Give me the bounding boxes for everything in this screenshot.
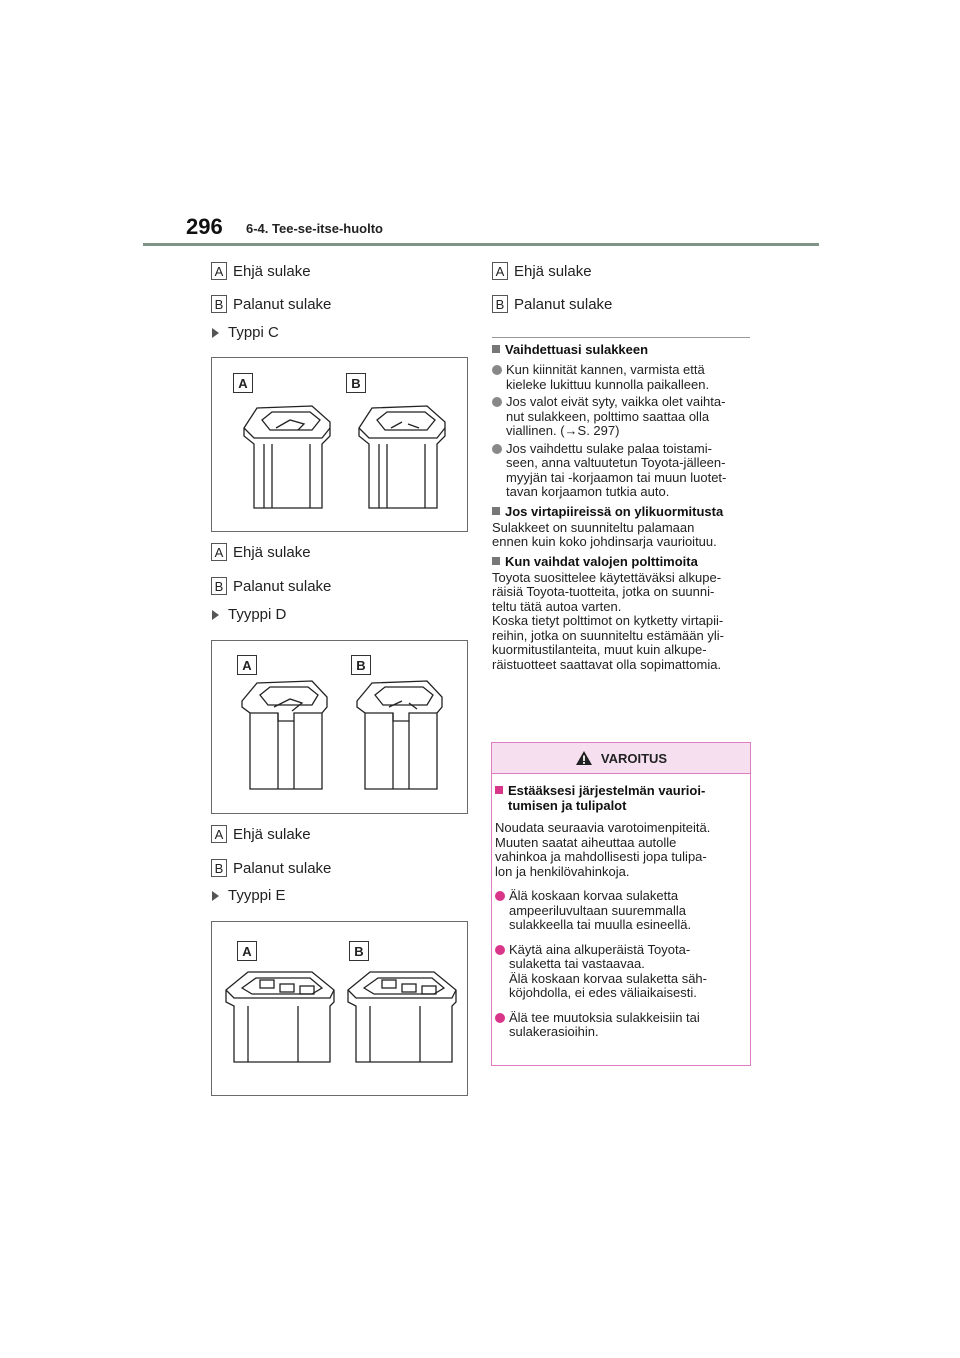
warning-title: VAROITUS [600, 750, 668, 766]
dot-bullet-icon [495, 945, 505, 955]
square-bullet-icon [495, 786, 503, 794]
warning-heading-text: Estääksesi järjestelmän vaurioi- tumisen ja tulipalot [508, 783, 706, 813]
dot-bullet-icon [495, 891, 505, 901]
badge-a: A [492, 262, 508, 280]
badge-b: B [211, 859, 227, 877]
triangle-bullet-icon [212, 891, 219, 901]
badge-b: B [492, 295, 508, 313]
label-text: Palanut sulake [514, 295, 613, 313]
triangle-bullet-icon [212, 610, 219, 620]
section-title: Kun vaihdat valojen polttimoita [505, 553, 698, 569]
square-bullet-icon [492, 557, 500, 565]
section-after-replacing [492, 342, 750, 672]
list-item [495, 1011, 745, 1040]
section-heading [492, 342, 750, 357]
warning-heading [495, 783, 745, 813]
badge-b: B [211, 577, 227, 595]
label-a-good-fuse [492, 262, 592, 280]
label-text: Palanut sulake [233, 577, 332, 595]
header-rule [143, 243, 819, 246]
dot-bullet-icon [492, 444, 502, 454]
section-divider [492, 337, 750, 338]
section-title: Jos virtapiireissä on ylikuormitusta [505, 503, 724, 519]
label-b-blown-fuse [211, 295, 331, 313]
label-text: Ehjä sulake [514, 262, 592, 280]
warning-triangle-icon [575, 750, 593, 766]
bullet-text: Älä tee muutoksia sulakkeisiin tai sulakerasioihin. [509, 1009, 700, 1039]
figure-fuse-type-d [211, 640, 468, 814]
badge-a: A [211, 543, 227, 561]
square-bullet-icon [492, 345, 500, 353]
badge-b: B [211, 295, 227, 313]
badge-a: A [211, 262, 227, 280]
list-item [492, 363, 750, 392]
fuse-c-illustration [212, 358, 467, 531]
list-item [492, 395, 750, 439]
square-bullet-icon [492, 507, 500, 515]
section-heading [492, 504, 750, 519]
label-a-good-fuse [211, 543, 311, 561]
dot-bullet-icon [492, 365, 502, 375]
fuse-d-illustration [212, 641, 467, 813]
label-a-good-fuse [211, 262, 311, 280]
type-heading-c [212, 324, 279, 341]
type-heading-e [212, 887, 286, 904]
section-body: Toyota suosittelee käytettäväksi alkupe- räisiä Toyota-tuotteita, jotka on suunni- teltu tätä autoa varten. Koska tietyt polttimot on kytketty virtapii- reihin, jotka on suunniteltu estämään yli- kuormitustilanteita, muut kuin alkupe- räistuotteet saattavat olla sopimattomia. [492, 569, 724, 672]
label-text: Ehjä sulake [233, 825, 311, 843]
type-text: Tyyppi E [228, 887, 286, 904]
bullet-text: Jos valot eivät syty, vaikka olet vaihta- nut sulakkeen, polttimo saattaa olla viallinen. (→S. 297) [506, 394, 726, 438]
type-text: Tyyppi D [228, 606, 287, 623]
chapter-title: 6-4. Tee-se-itse-huolto [246, 221, 384, 236]
figure-label-a: A [233, 373, 253, 393]
figure-label-b: B [346, 373, 366, 393]
section-body: Sulakkeet on suunniteltu palamaan ennen kuin koko johdinsarja vaurioituu. [492, 519, 717, 549]
label-b-blown-fuse [211, 859, 331, 877]
warning-header [492, 743, 750, 774]
dot-bullet-icon [495, 1013, 505, 1023]
list-item [495, 943, 745, 1001]
label-text: Palanut sulake [233, 295, 332, 313]
figure-label-b: B [349, 941, 369, 961]
triangle-bullet-icon [212, 328, 219, 338]
type-heading-d [212, 606, 286, 623]
figure-label-b: B [351, 655, 371, 675]
section-heading [492, 554, 750, 569]
figure-label-a: A [237, 655, 257, 675]
warning-body: Noudata seuraavia varotoimenpiteitä. Muuten saatat aiheuttaa autolle vahinkoa ja mahdollisesti jopa tulipa- lon ja henkilövahinkoja. [495, 820, 711, 879]
label-text: Ehjä sulake [233, 262, 311, 280]
warning-box [491, 742, 751, 1066]
bullet-text: Kun kiinnität kannen, varmista että kieleke lukittuu kunnolla paikalleen. [506, 362, 710, 392]
label-b-blown-fuse [211, 577, 331, 595]
fuse-e-illustration [212, 922, 467, 1095]
bullet-text: Älä koskaan korvaa sulaketta ampeeriluvultaan suuremmalla sulakkeella tai muulla esineellä. [509, 888, 692, 932]
badge-a: A [211, 825, 227, 843]
list-item [492, 442, 750, 500]
label-a-good-fuse [211, 825, 311, 843]
label-b-blown-fuse [492, 295, 612, 313]
figure-fuse-type-e [211, 921, 468, 1096]
label-text: Ehjä sulake [233, 543, 311, 561]
dot-bullet-icon [492, 397, 502, 407]
type-text: Typpi C [228, 324, 279, 341]
label-text: Palanut sulake [233, 859, 332, 877]
page-number: 296 [186, 214, 223, 239]
list-item [495, 889, 745, 933]
bullet-text: Käytä aina alkuperäistä Toyota- sulaketta tai vastaavaa. Älä koskaan korvaa sulaketta säh- köjohdolla, ei edes väliaikaisesti. [509, 941, 707, 1000]
bullet-text: Jos vaihdettu sulake palaa toistami- seen, anna valtuutetun Toyota-jälleen- myyjän tai -korjaamon tai muun luotet- tavan korjaamon tutkia auto. [506, 440, 727, 499]
figure-label-a: A [237, 941, 257, 961]
section-title: Vaihdettuasi sulakkeen [505, 342, 649, 357]
figure-fuse-type-c [211, 357, 468, 532]
